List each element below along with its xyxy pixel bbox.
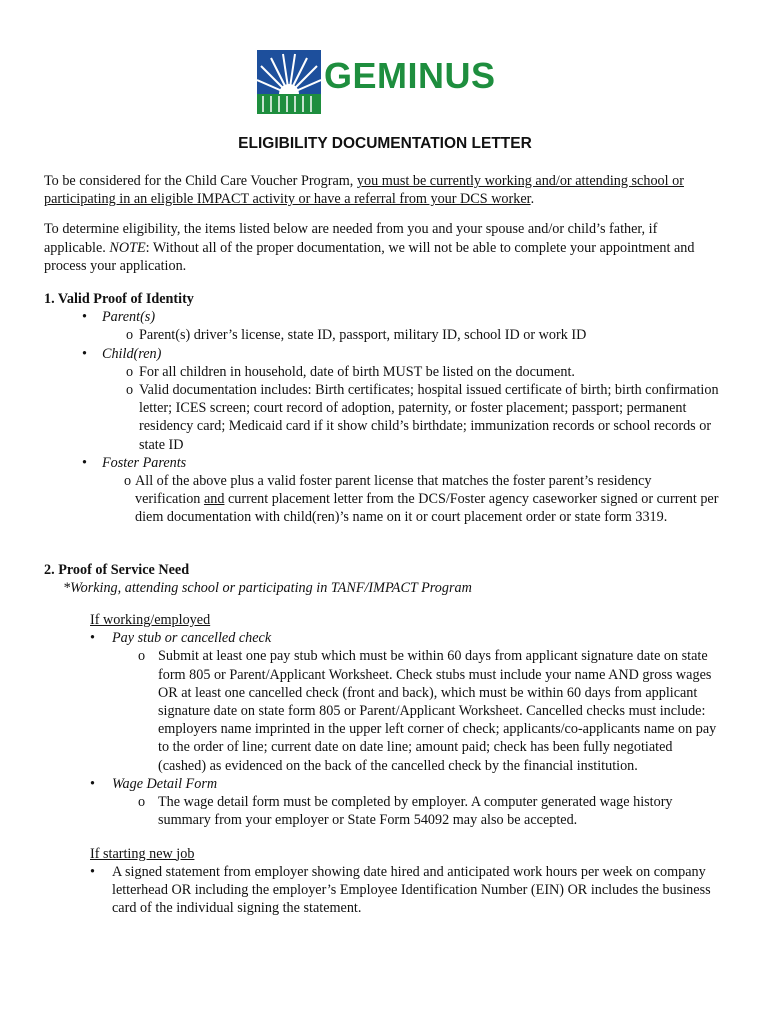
intro-paragraph-2: To determine eligibility, the items listed below are needed from you and your spouse and/or child’s father, if applicable. NOTE: Without all of the proper documentation, we will not be able to complete your appointment and process your application. — [44, 221, 695, 274]
section-2-subheading: *Working, attending school or participating in TANF/IMPACT Program — [63, 579, 472, 596]
sub-bullet-icon: o — [124, 473, 132, 490]
new-job-heading: If starting new job — [90, 845, 195, 862]
list-item-parents: • Parent(s) — [82, 309, 156, 326]
bullet-icon: • — [90, 863, 95, 880]
bullet-icon: • — [90, 775, 95, 792]
sub-item-children-dob: o For all children in household, date of birth MUST be listed on the document. — [126, 363, 575, 380]
geminus-logo — [257, 50, 519, 114]
bullet-icon: • — [90, 630, 95, 647]
letter-body — [44, 172, 719, 917]
bullet-icon: • — [82, 345, 87, 362]
sub-item-foster-docs: o All of the above plus a valid foster parent license that matches the foster parent’s residency verification and current placement letter from the DCS/Foster agency caseworker signed or current per diem documentation with child(ren)’s name on it or court placement order or state form 3319. — [124, 473, 719, 526]
list-item-pay-stub: • Pay stub or cancelled check — [90, 630, 272, 647]
list-item-wage-detail: • Wage Detail Form — [90, 775, 218, 792]
sub-item-pay-stub-details: o Submit at least one pay stub which must be within 60 days from applicant signature date on state form 805 or Parent/Applicant Worksheet. Check stubs must include your name AND gross wages OR at least one cancelled check (front and back), which must be within 60 days from applicant signature date on state form 805 or Parent/Applicant Worksheet. Cancelled checks must include: employers name imprinted in the upper left corner of check; applicants/co-applicants name on pay to the order of line; current date on date line; amount paid; check has been fully negotiated (cashed) as evidenced on the back of the cancelled check by the financial institution. — [138, 648, 717, 774]
sub-bullet-icon: o — [138, 794, 146, 811]
sunburst-logo-icon — [257, 50, 321, 114]
list-item-foster-parents: • Foster Parents — [82, 454, 187, 471]
sub-item-wage-detail-details: o The wage detail form must be completed by employer. A computer generated wage history summary from your employer or State Form 54092 may also be accepted. — [138, 794, 673, 829]
sub-bullet-icon: o — [126, 382, 134, 399]
sub-bullet-icon: o — [138, 648, 146, 665]
bullet-icon: • — [82, 309, 87, 326]
logo-wordmark: GEMINUS — [324, 55, 496, 96]
requirement-underlined: you must be currently working and/or attending school or participating in an eligible IMPACT activity or have a referral from your DCS worker — [44, 173, 684, 208]
bullet-icon: • — [82, 454, 87, 471]
list-item-new-job-statement: • A signed statement from employer showing date hired and anticipated work hours per week on company letterhead OR including the employer’s Employee Identification Number (EIN) OR includes the business card of the individual signing the statement. — [90, 863, 711, 917]
sub-bullet-icon: o — [126, 363, 134, 380]
document-title: ELIGIBILITY DOCUMENTATION LETTER — [238, 135, 532, 152]
list-item-children: • Child(ren) — [82, 345, 162, 362]
sub-bullet-icon: o — [126, 327, 134, 344]
section-1-heading: 1. Valid Proof of Identity — [44, 291, 194, 308]
intro-paragraph-1: To be considered for the Child Care Voucher Program, you must be currently working and/or attending school or participating in an eligible IMPACT activity or have a referral from your DCS worker. — [44, 173, 684, 208]
section-2-heading: 2. Proof of Service Need — [44, 561, 190, 578]
sub-item-children-docs: o Valid documentation includes: Birth certificates; hospital issued certificate of birth; birth confirmation letter; ICES screen; court record of adoption, paternity, or foster placement; passport; permanent residency card; Medicaid card if it show child’s birthdate; immunization records or school records or state ID — [126, 382, 719, 453]
working-heading: If working/employed — [90, 612, 211, 629]
sub-item-parents-id: o Parent(s) driver’s license, state ID, passport, military ID, school ID or work ID — [126, 327, 587, 344]
